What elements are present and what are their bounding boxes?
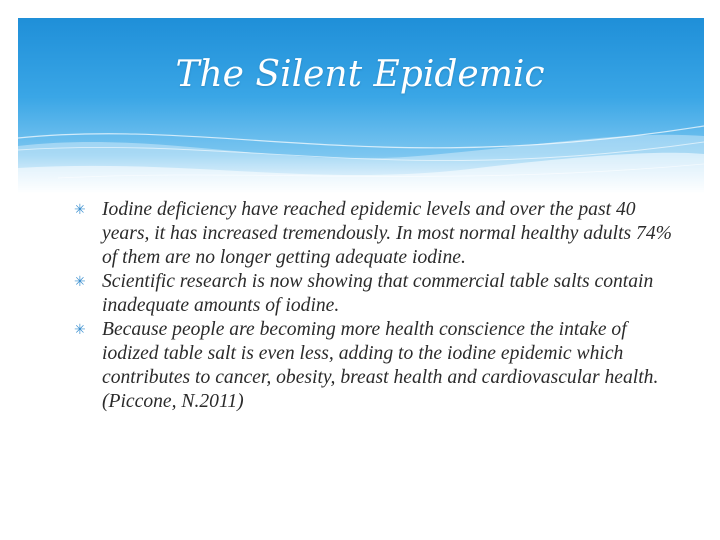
- title-banner: [18, 18, 704, 194]
- bullet-text-3: Because people are becoming more health conscience the intake of iodized table salt is even less, adding to the iodine epidemic which contributes to cancer, obesity, breast health and cardiovascular health. (Piccone, N.2011): [102, 319, 659, 412]
- bullet-item-3: [74, 318, 678, 414]
- bullet-list: [74, 198, 678, 414]
- slide-title: The Silent Epidemic: [175, 54, 545, 95]
- bullet-asterisk-icon: ✳: [74, 202, 86, 218]
- bullet-text-1: Iodine deficiency have reached epidemic levels and over the past 40 years, it has increased tremendously. In most normal healthy adults 74% of them are no longer getting adequate iodine.: [102, 199, 672, 268]
- bullet-text-2: Scientific research is now showing that commercial table salts contain inadequate amounts of iodine.: [102, 271, 654, 316]
- bullet-item-2: [74, 270, 678, 318]
- bullet-asterisk-icon: ✳: [74, 322, 86, 338]
- banner-wave-decoration: [18, 18, 704, 194]
- bullet-item-1: [74, 198, 678, 270]
- bullet-asterisk-icon: ✳: [74, 274, 86, 290]
